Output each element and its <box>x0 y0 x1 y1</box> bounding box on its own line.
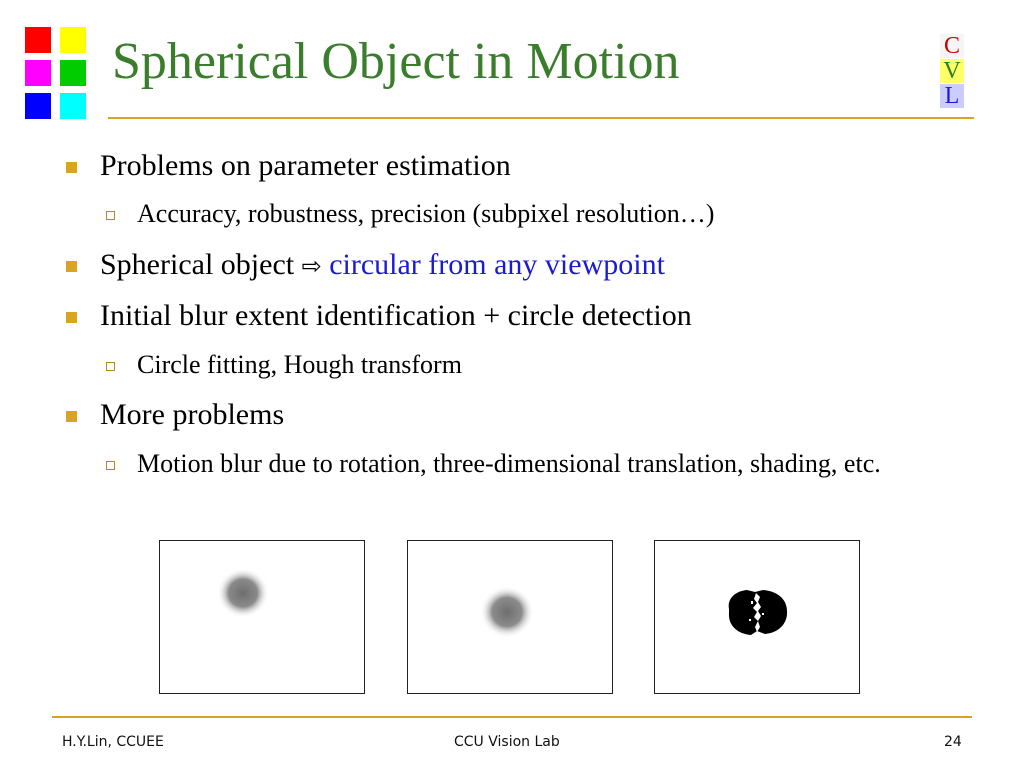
cvl-logo <box>940 34 970 109</box>
sub-bullet-circle-fitting: Circle fitting, Hough transform <box>137 350 462 379</box>
binarized-sphere-image <box>655 541 859 693</box>
footer-divider <box>52 716 972 718</box>
logo-square-cyan <box>60 93 86 119</box>
sub-bullet-marker <box>106 461 115 470</box>
logo-square-yellow <box>60 27 86 53</box>
bullet-spherical-object <box>100 250 665 280</box>
logo-square-blue <box>25 93 51 119</box>
bullet-blur-extent-identification: Initial blur extent identification + circle detection <box>100 299 692 332</box>
footer-author: H.Y.Lin, CCUEE <box>62 734 164 750</box>
title-divider <box>108 117 974 119</box>
footer-lab-name: CCU Vision Lab <box>454 734 560 750</box>
spherical-object-text: Spherical object <box>100 248 295 281</box>
logo-square-red <box>25 27 51 53</box>
bullet-marker <box>66 411 77 422</box>
cvl-logo-letter-v: V <box>940 59 964 83</box>
bullet-problems-parameter-estimation: Problems on parameter estimation <box>100 149 511 182</box>
bullet-marker <box>66 312 77 323</box>
blurred-sphere-image <box>408 541 612 693</box>
right-arrow-icon: ⇨ <box>301 252 322 280</box>
blurred-sphere-image <box>160 541 364 693</box>
figure-panel-binarized <box>654 540 860 694</box>
cvl-logo-letter-l: L <box>940 84 964 108</box>
sub-bullet-motion-blur: Motion blur due to rotation, three-dimensional translation, shading, etc. <box>137 449 881 478</box>
logo-square-magenta <box>25 60 51 86</box>
logo-square-green <box>60 60 86 86</box>
slide-title: Spherical Object in Motion <box>112 33 680 90</box>
bullet-marker <box>66 261 77 272</box>
sub-bullet-accuracy: Accuracy, robustness, precision (subpixel resolution…) <box>137 199 715 228</box>
bullet-more-problems: More problems <box>100 398 285 431</box>
figure-panel-blurred-2 <box>407 540 613 694</box>
bullet-marker <box>66 162 77 173</box>
figure-panel-blurred-1 <box>159 540 365 694</box>
sub-bullet-marker <box>106 362 115 371</box>
circular-viewpoint-highlight: circular from any viewpoint <box>329 248 665 281</box>
page-number: 24 <box>944 734 962 750</box>
cvl-logo-letter-c: C <box>940 34 964 58</box>
sub-bullet-marker <box>106 211 115 220</box>
